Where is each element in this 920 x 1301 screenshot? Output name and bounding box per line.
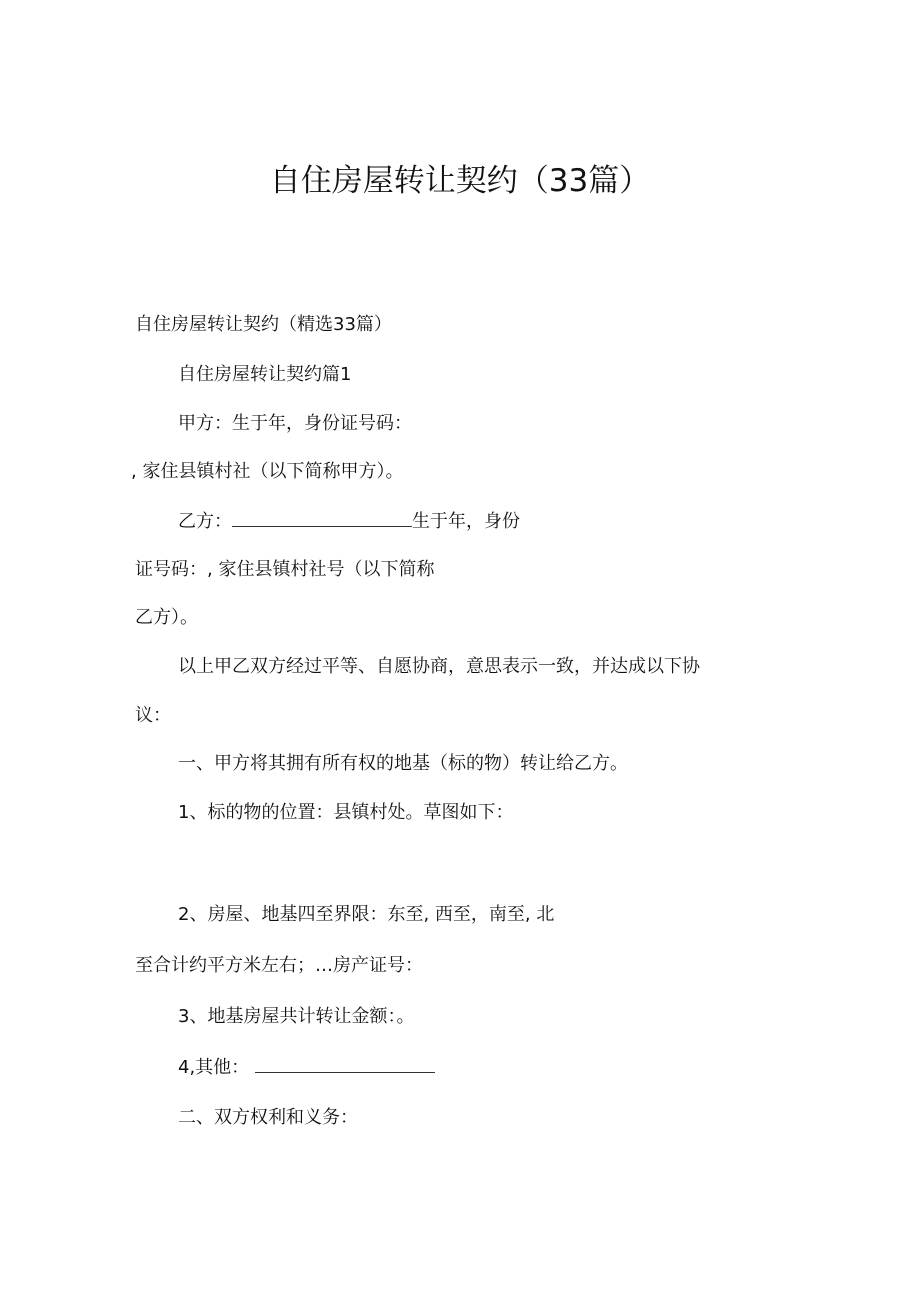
clause-1-item-1: 1、标的物的位置：县镇村处。草图如下：	[178, 802, 514, 823]
agreement-intro-line: 以上甲乙双方经过平等、自愿协商，意思表示一致，并达成以下协	[178, 656, 700, 677]
clause-1-item-3: 3、地基房屋共计转让金额：。	[178, 1006, 415, 1027]
party-b-end-line: 乙方）。	[135, 607, 198, 628]
party-b-label: 乙方：	[178, 511, 232, 532]
clause-1-item-4	[178, 1056, 435, 1079]
party-b-birth-label: 生于年，身份	[412, 511, 520, 532]
party-b-name-blank	[232, 510, 412, 527]
party-a-address-line: , 家住县镇村社（以下简称甲方）。	[131, 461, 404, 482]
other-blank	[255, 1056, 435, 1073]
clause-1-item-2: 2、房屋、地基四至界限：东至, 西至，南至, 北	[178, 904, 555, 925]
clause-1-heading: 一、甲方将其拥有所有权的地基（标的物）转让给乙方。	[178, 753, 628, 774]
other-label: 4,其他：	[178, 1057, 250, 1078]
clause-2-heading: 二、双方权利和义务：	[178, 1107, 358, 1128]
party-b-line	[178, 510, 520, 533]
subtitle-line: 自住房屋转让契约（精选33篇）	[135, 314, 392, 335]
section-heading: 自住房屋转让契约篇1	[178, 364, 352, 385]
party-b-id-line: 证号码：, 家住县镇村社号（以下简称	[135, 559, 435, 580]
clause-1-item-2-cont: 至合计约平方米左右；…房产证号：	[135, 955, 423, 976]
document-title: 自住房屋转让契约（33篇）	[269, 163, 651, 199]
party-a-line: 甲方：生于年，身份证号码：	[178, 413, 412, 434]
agreement-intro-end: 议：	[135, 705, 171, 726]
